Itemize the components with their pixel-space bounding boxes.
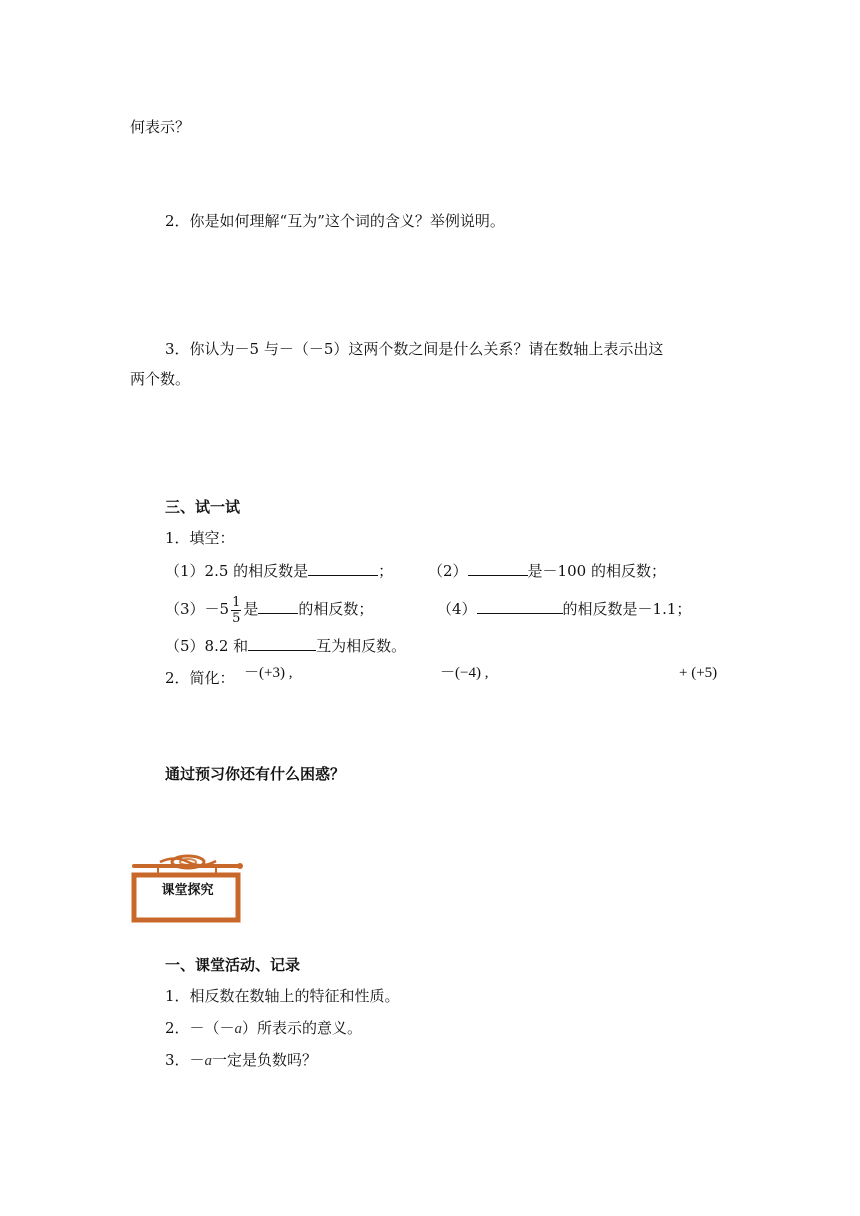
- variable-a: a: [234, 1021, 243, 1037]
- answer-blank-1[interactable]: [308, 561, 378, 576]
- question-3-line1: 3．你认为－5 与－（－5）这两个数之间是什么关系？请在数轴上表示出这: [165, 340, 664, 358]
- fill-in-title: 1．填空：: [165, 529, 235, 547]
- fill-item-3-mid: 是: [243, 600, 259, 618]
- classroom-item-3-prefix: 3．－: [165, 1051, 205, 1069]
- fill-item-1-end: ；: [378, 562, 394, 580]
- fill-item-1-text: （1）2.5 的相反数是: [165, 562, 309, 580]
- simplify-expr-1: －(+3) ,: [244, 665, 293, 681]
- classroom-item-2: [165, 1018, 362, 1039]
- answer-blank-4[interactable]: [477, 599, 563, 614]
- question-2: 2．你是如何理解“互为”这个词的含义？举例说明。: [165, 212, 505, 230]
- fill-item-4: [437, 599, 691, 619]
- doubt-heading: 通过预习你还有什么困惑？: [165, 765, 346, 783]
- simplify-label: 2．简化：: [165, 669, 235, 687]
- fill-item-5-end: 互为相反数。: [316, 637, 407, 655]
- fill-item-3: [165, 592, 373, 626]
- mixed-fraction: [231, 595, 241, 626]
- classroom-item-3: [165, 1050, 317, 1071]
- answer-blank-2[interactable]: [468, 561, 528, 576]
- simplify-expr-3: + (+5): [679, 665, 718, 681]
- answer-blank-5[interactable]: [248, 636, 316, 651]
- fill-item-3-end: 的相反数；: [298, 600, 374, 618]
- fill-item-2: [428, 561, 666, 581]
- fill-item-2-end: 是－100 的相反数；: [527, 562, 666, 580]
- fill-item-4-end: 的相反数是－1.1；: [562, 600, 692, 618]
- fill-item-5-text: （5）8.2 和: [165, 637, 249, 655]
- q1-tail: 何表示？: [130, 118, 191, 136]
- fill-item-5: [165, 636, 406, 656]
- section-try-heading: 三、试一试: [165, 498, 241, 516]
- variable-a: a: [204, 1053, 213, 1069]
- answer-blank-3[interactable]: [258, 599, 298, 614]
- classroom-item-2-prefix: 2．－（－: [165, 1019, 235, 1037]
- question-3-line2: 两个数。: [130, 370, 191, 388]
- class-explore-banner: [130, 853, 245, 923]
- banner-label: 课堂探究: [161, 883, 214, 898]
- classroom-item-2-suffix: ）所表示的意义。: [242, 1019, 363, 1037]
- simplify-expr-2: －(−4) ,: [440, 665, 489, 681]
- fraction-denominator: 5: [232, 610, 241, 626]
- classroom-item-1: 1．相反数在数轴上的特征和性质。: [165, 987, 400, 1005]
- classroom-item-3-suffix: 一定是负数吗？: [212, 1051, 318, 1069]
- fill-item-1: [165, 561, 393, 581]
- fill-item-4-text: （4）: [437, 600, 477, 618]
- fill-item-2-text: （2）: [428, 562, 468, 580]
- classroom-heading: 一、课堂活动、记录: [165, 956, 301, 974]
- fraction-numerator: 1: [232, 594, 241, 610]
- fill-item-3-text: （3）－5: [165, 600, 230, 618]
